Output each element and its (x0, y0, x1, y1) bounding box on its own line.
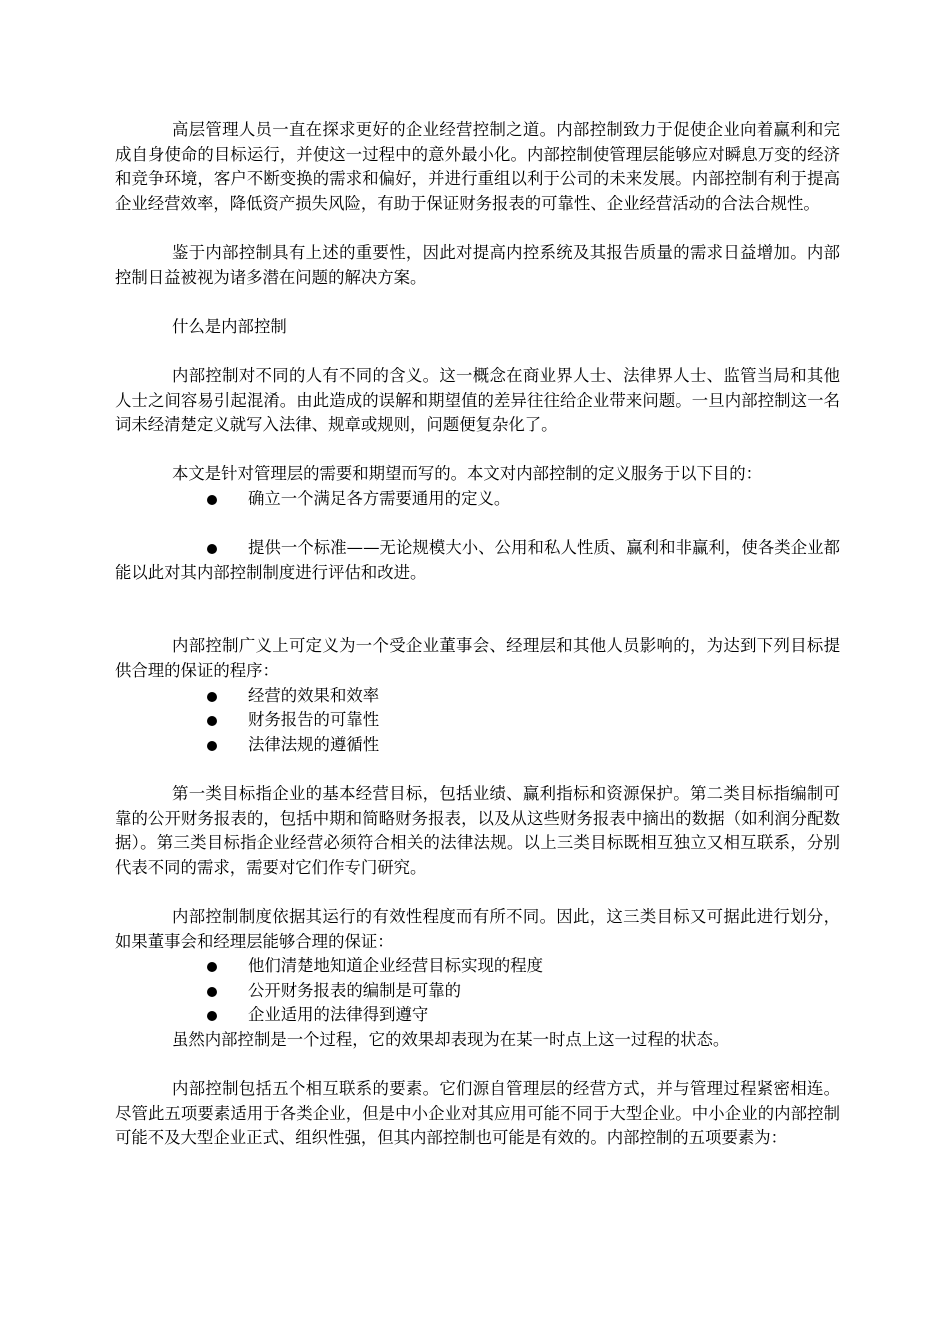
bullet-icon (207, 741, 217, 751)
list-item (115, 487, 840, 512)
list-item (115, 733, 840, 758)
list-item-text: 财务报告的可靠性 (248, 710, 380, 730)
list-item (115, 684, 840, 709)
bullet-icon (207, 544, 217, 554)
document-body (115, 118, 840, 1151)
bullet-icon (207, 1011, 217, 1021)
definition-paragraph: 内部控制广义上可定义为一个受企业董事会、经理层和其他人员影响的，为达到下列目标提供合理的保证的程序： (115, 636, 840, 681)
components-paragraph: 内部控制包括五个相互联系的要素。它们源自管理层的经营方式，并与管理过程紧密相连。尽管此五项要素适用于各类企业，但是中小企业对其应用可能不同于大型企业。中小企业的内部控制可能不及大型企业正式、组织性强，但其内部控制也可能是有效的。内部控制的五项要素为： (115, 1079, 840, 1148)
list-item-text: 法律法规的遵循性 (248, 734, 380, 754)
objectives-explanation-paragraph: 第一类目标指企业的基本经营目标，包括业绩、赢利指标和资源保护。第二类目标指编制可靠的公开财务报表的，包括中期和简略财务报表，以及从这些财务报表中摘出的数据（如利润分配数据）。第三类目标指企业经营必须符合相关的法律法规。以上三类目标既相互独立又相互联系，分别代表不同的需求，需要对它们作专门研究。 (115, 784, 840, 877)
list-item-text: 确立一个满足各方需要通用的定义。 (248, 488, 511, 508)
importance-paragraph: 鉴于内部控制具有上述的重要性，因此对提高内控系统及其报告质量的需求日益增加。内部控制日益被视为诸多潜在问题的解决方案。 (115, 242, 840, 287)
purpose-list (115, 487, 840, 512)
list-item (115, 979, 840, 1004)
bullet-icon (207, 692, 217, 702)
intro-paragraph: 高层管理人员一直在探求更好的企业经营控制之道。内部控制致力于促使企业向着赢利和完成自身使命的目标运行，并使这一过程中的意外最小化。内部控制使管理层能够应对瞬息万变的经济和竞争环境，客户不断变换的需求和偏好，并进行重组以利于公司的未来发展。内部控制有利于提高企业经营效率，降低资产损失风险，有助于保证财务报表的可靠性、企业经营活动的合法合规性。 (115, 120, 840, 213)
list-item-text: 企业适用的法律得到遵守 (248, 1005, 429, 1025)
meaning-paragraph: 内部控制对不同的人有不同的含义。这一概念在商业界人士、法律界人士、监管当局和其他人士之间容易引起混淆。由此造成的误解和期望值的差异往往给企业带来问题。一旦内部控制这一名词未经清楚定义就写入法律、规章或规则，问题便复杂化了。 (115, 365, 840, 435)
list-item (115, 536, 840, 585)
bullet-icon (207, 987, 217, 997)
list-item (115, 1003, 840, 1028)
process-paragraph: 虽然内部控制是一个过程，它的效果却表现为在某一时点上这一过程的状态。 (172, 1029, 730, 1049)
purpose-paragraph: 本文是针对管理层的需要和期望而写的。本文对内部控制的定义服务于以下目的： (172, 464, 763, 484)
bullet-icon (207, 716, 217, 726)
list-item-text: 提供一个标准——无论规模大小、公用和私人性质、赢利和非赢利，使各类企业都能以此对其内部控制制度进行评估和改进。 (115, 538, 840, 582)
list-item-text: 他们清楚地知道企业经营目标实现的程度 (248, 956, 544, 976)
bullet-icon (207, 962, 217, 972)
objectives-list (115, 684, 840, 758)
list-item (115, 708, 840, 733)
list-item-text: 公开财务报表的编制是可靠的 (248, 980, 462, 1000)
effectiveness-paragraph: 内部控制制度依据其运行的有效性程度而有所不同。因此，这三类目标又可据此进行划分，如果董事会和经理层能够合理的保证： (115, 907, 840, 951)
bullet-icon (207, 495, 217, 505)
list-item (115, 954, 840, 979)
list-item-text: 经营的效果和效率 (248, 685, 380, 705)
section-heading: 什么是内部控制 (172, 316, 287, 336)
assurance-list (115, 954, 840, 1028)
